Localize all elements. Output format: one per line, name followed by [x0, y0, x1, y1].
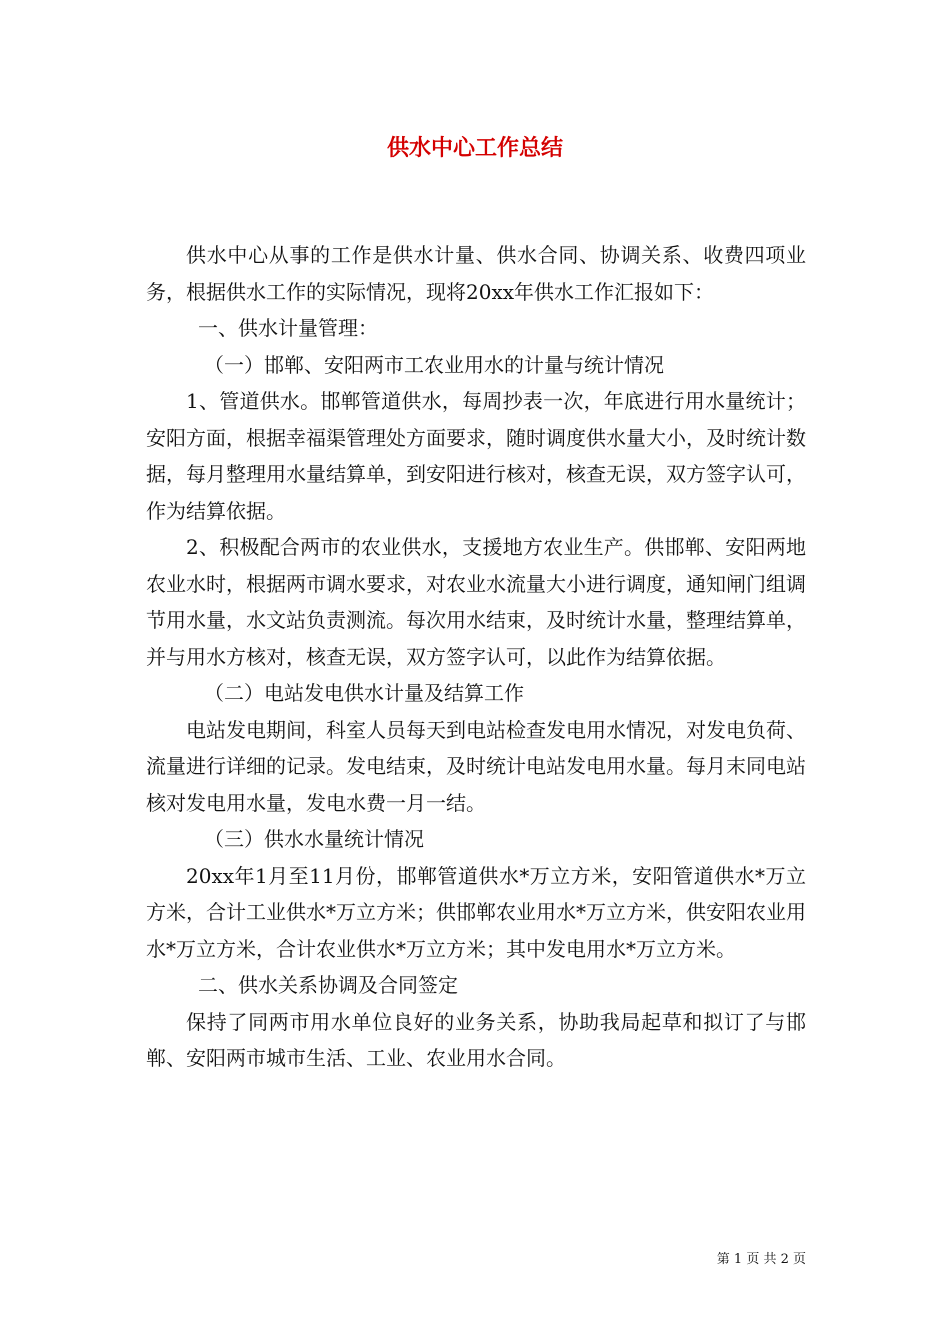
page-title: 供水中心工作总结 [386, 136, 563, 161]
subsection-heading-3: （三）供水水量统计情况 [204, 827, 424, 851]
document-body [146, 237, 806, 1077]
paragraph-power-station: 电站发电期间，科室人员每天到电站检查发电用水情况，对发电负荷、流量进行详细的记录。发电结束，及时统计电站发电用水量。每月末同电站核对发电用水量，发电水费一月一结。 [146, 717, 806, 815]
page-number: 第 1 页 共 2 页 [716, 1252, 806, 1267]
subsection-heading-1: （一）邯郸、安阳两市工农业用水的计量与统计情况 [204, 352, 664, 377]
paragraph-pipeline-supply: 1、管道供水。邯郸管道供水，每周抄表一次，年底进行用水量统计；安阳方面，根据幸福渠管理处方面要求，随时调度供水量大小，及时统计数据，每月整理用水量结算单，到安阳进行核对，核查无误，双方签字认可，作为结算依据。 [146, 389, 806, 523]
section-heading-1: 一、供水计量管理： [198, 316, 378, 340]
paragraph-agriculture-supply: 2、积极配合两市的农业供水，支援地方农业生产。供邯郸、安阳两地农业水时，根据两市调水要求，对农业水流量大小进行调度，通知闸门组调节用水量，水文站负责测流。每次用水结束，及时统计水量，整理结算单，并与用水方核对，核查无误，双方签字认可，以此作为结算依据。 [146, 535, 806, 669]
section-heading-2: 二、供水关系协调及合同签定 [198, 973, 458, 997]
paragraph-intro: 供水中心从事的工作是供水计量、供水合同、协调关系、收费四项业务，根据供水工作的实际情况，现将20xx年供水工作汇报如下： [146, 243, 806, 304]
paragraph-contracts: 保持了同两市用水单位良好的业务关系，协助我局起草和拟订了与邯郸、安阳两市城市生活、工业、农业用水合同。 [146, 1009, 806, 1070]
paragraph-volume-statistics: 20xx年1月至11月份，邯郸管道供水*万立方米，安阳管道供水*万立方米，合计工业供水*万立方米；供邯郸农业用水*万立方米，供安阳农业用水*万立方米，合计农业供水*万立方米；其中发电用水*万立方米。 [146, 863, 806, 961]
subsection-heading-2: （二）电站发电供水计量及结算工作 [204, 681, 524, 705]
